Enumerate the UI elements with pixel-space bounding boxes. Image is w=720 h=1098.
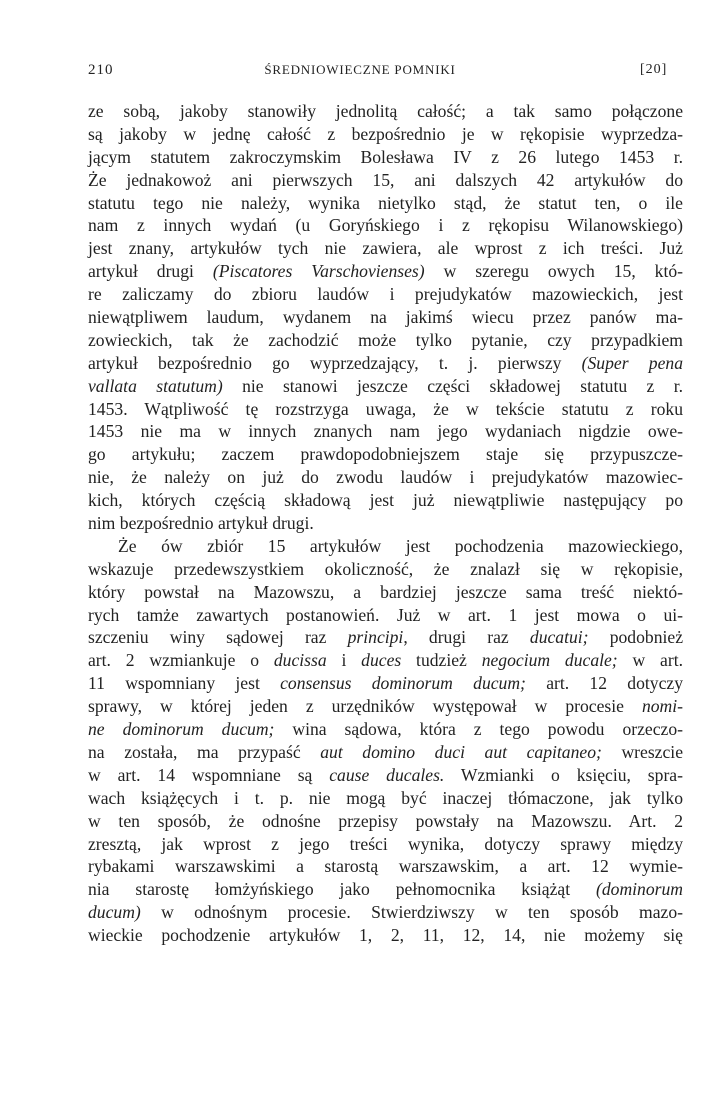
text-line: w ten sposób, że odnośne przepisy powstały na Mazowszu. Art. 2 [88,810,683,831]
text-line: rych tamże zawartych postanowień. Już w art. 1 jest mowa o ui- [88,604,683,625]
text-segment: w odnośnym procesie. Stwierdziwszy w ten sposób mazo- [140,902,683,923]
text-line [88,626,683,649]
text-line: Że ów zbiór 15 artykułów jest pochodzenia mazowieckiego, [118,535,683,556]
text-line [88,741,683,764]
text-line: re zaliczamy do zbioru laudów i prejudykatów mazowieckich, jest [88,284,683,305]
text-line [88,695,683,718]
latin-phrase: aut domino duci aut capitaneo; [320,741,602,762]
latin-phrase: consensus dominorum ducum; [280,673,526,694]
text-line: go artykułu; zaczem prawdopodobniejszem staje się przypuszcze- [88,444,683,465]
text-line: Że jednakowoż ani pierwszych 15, ani dalszych 42 artykułów do [88,169,683,190]
text-line [88,718,683,741]
text-segment: art. 2 wzmiankuje o [88,650,274,671]
text-line: zresztą, jak wprost z jego treści wynika, dotyczy sprawy między [88,833,683,854]
text-line [88,260,683,283]
latin-phrase: nomi- [641,696,683,717]
text-line: kich, których częścią składową jest już niewątpliwie następujący po [88,490,683,511]
text-line: wskazuje przedewszystkiem okoliczność, że znalazł się w rękopisie, [88,558,683,579]
latin-phrase: (Piscatores Varschovienses) [212,261,425,282]
text-segment: artykuł drugi [88,261,213,282]
text-segment: Wzmianki o księciu, spra- [444,764,683,785]
text-line: statutu tego nie należy, wynika nietylko stąd, że statut ten, o ile [88,192,683,213]
text-segment: szczeniu winy sądowej raz [88,627,348,648]
text-line [88,672,683,695]
text-line: 1453. Wątpliwość tę rozstrzyga uwaga, że w tekście statutu z roku [88,398,683,419]
latin-phrase: ne dominorum ducum; [88,719,275,740]
text-segment: tudzież [401,650,482,671]
text-line [88,764,683,787]
text-segment: 11 wspomniany jest [88,673,281,694]
text-segment: nia starostę łomżyńskiego jako pełnomocnika książąt [88,879,596,900]
latin-phrase: (Super pena [581,352,683,373]
text-segment: wreszcie [601,741,683,762]
text-line: nie, że należy on już do zwodu laudów i prejudykatów mazowiec- [88,467,683,488]
text-segment: podobnież [588,627,683,648]
text-line: zowieckich, tak że zachodzić może tylko pytanie, czy przypadkiem [88,329,683,350]
text-segment: nie stanowi jeszcze części składowej statutu z r. [222,375,683,396]
text-segment: w szeregu owych 15, któ- [424,261,683,282]
text-segment: art. 12 dotyczy [525,673,683,694]
running-title: ŚREDNIOWIECZNE POMNIKI [264,62,456,77]
text-line [88,375,683,398]
text-line: wieckie pochodzenie artykułów 1, 2, 11, 12, 14, nie możemy się [88,925,683,946]
text-line: rybakami warszawskimi a starostą warszawskim, a art. 12 wymie- [88,856,683,877]
text-line: który powstał na Mazowszu, a bardziej jeszcze sama treść niektó- [88,581,683,602]
text-segment: , drugi raz [403,627,530,648]
latin-phrase: (dominorum [596,879,683,900]
text-segment: w art. [617,650,683,671]
page-number: 210 [88,62,114,78]
text-line [88,878,683,901]
latin-phrase: ducum) [88,902,141,923]
text-segment: wina sądowa, która z tego powodu orzeczo- [274,719,683,740]
text-line: nam z innych wydań (u Goryńskiego i z rękopisu Wilanowskiego) [88,215,683,236]
text-line: niewątpliwem laudum, wydanem na jakimś wiecu przez panów ma- [88,307,683,328]
body-text [88,100,683,947]
text-line [88,352,683,375]
text-segment: i [326,650,362,671]
text-line [88,649,683,672]
text-line: nim bezpośrednio artykuł drugi. [88,513,314,534]
text-segment: artykuł bezpośrednio go wyprzedzający, t. j. pierwszy [88,352,582,373]
latin-phrase: duces [361,650,402,671]
text-line: wach książęcych i t. p. nie mogą być inaczej tłómaczone, jak tylko [88,787,683,808]
text-segment: w art. 14 wspomniane są [88,764,330,785]
text-line [88,901,683,924]
latin-phrase: principi [347,627,404,648]
latin-phrase: cause ducales. [329,764,445,785]
text-line: są jakoby w jednę całość z bezpośrednio je w rękopisie wyprzedza- [88,123,683,144]
text-segment: na została, ma przypaść [88,741,321,762]
text-line: jącym statutem zakroczymskim Bolesława IV z 26 lutego 1453 r. [88,146,683,167]
latin-phrase: ducissa [273,650,327,671]
text-line: 1453 nie ma w innych znanych nam jego wydaniach nigdzie owe- [88,421,683,442]
text-line: ze sobą, jakoby stanowiły jednolitą całość; a tak samo połączone [88,101,683,121]
latin-phrase: ducatui; [529,627,589,648]
text-segment: sprawy, w której jeden z urzędników występował w procesie [88,696,642,717]
latin-phrase: vallata statutum) [88,375,223,396]
section-number: [20] [640,62,668,77]
text-line: jest znany, artykułów tych nie zawiera, ale wprost z ich treści. Już [88,238,683,259]
latin-phrase: negocium ducale; [481,650,618,671]
